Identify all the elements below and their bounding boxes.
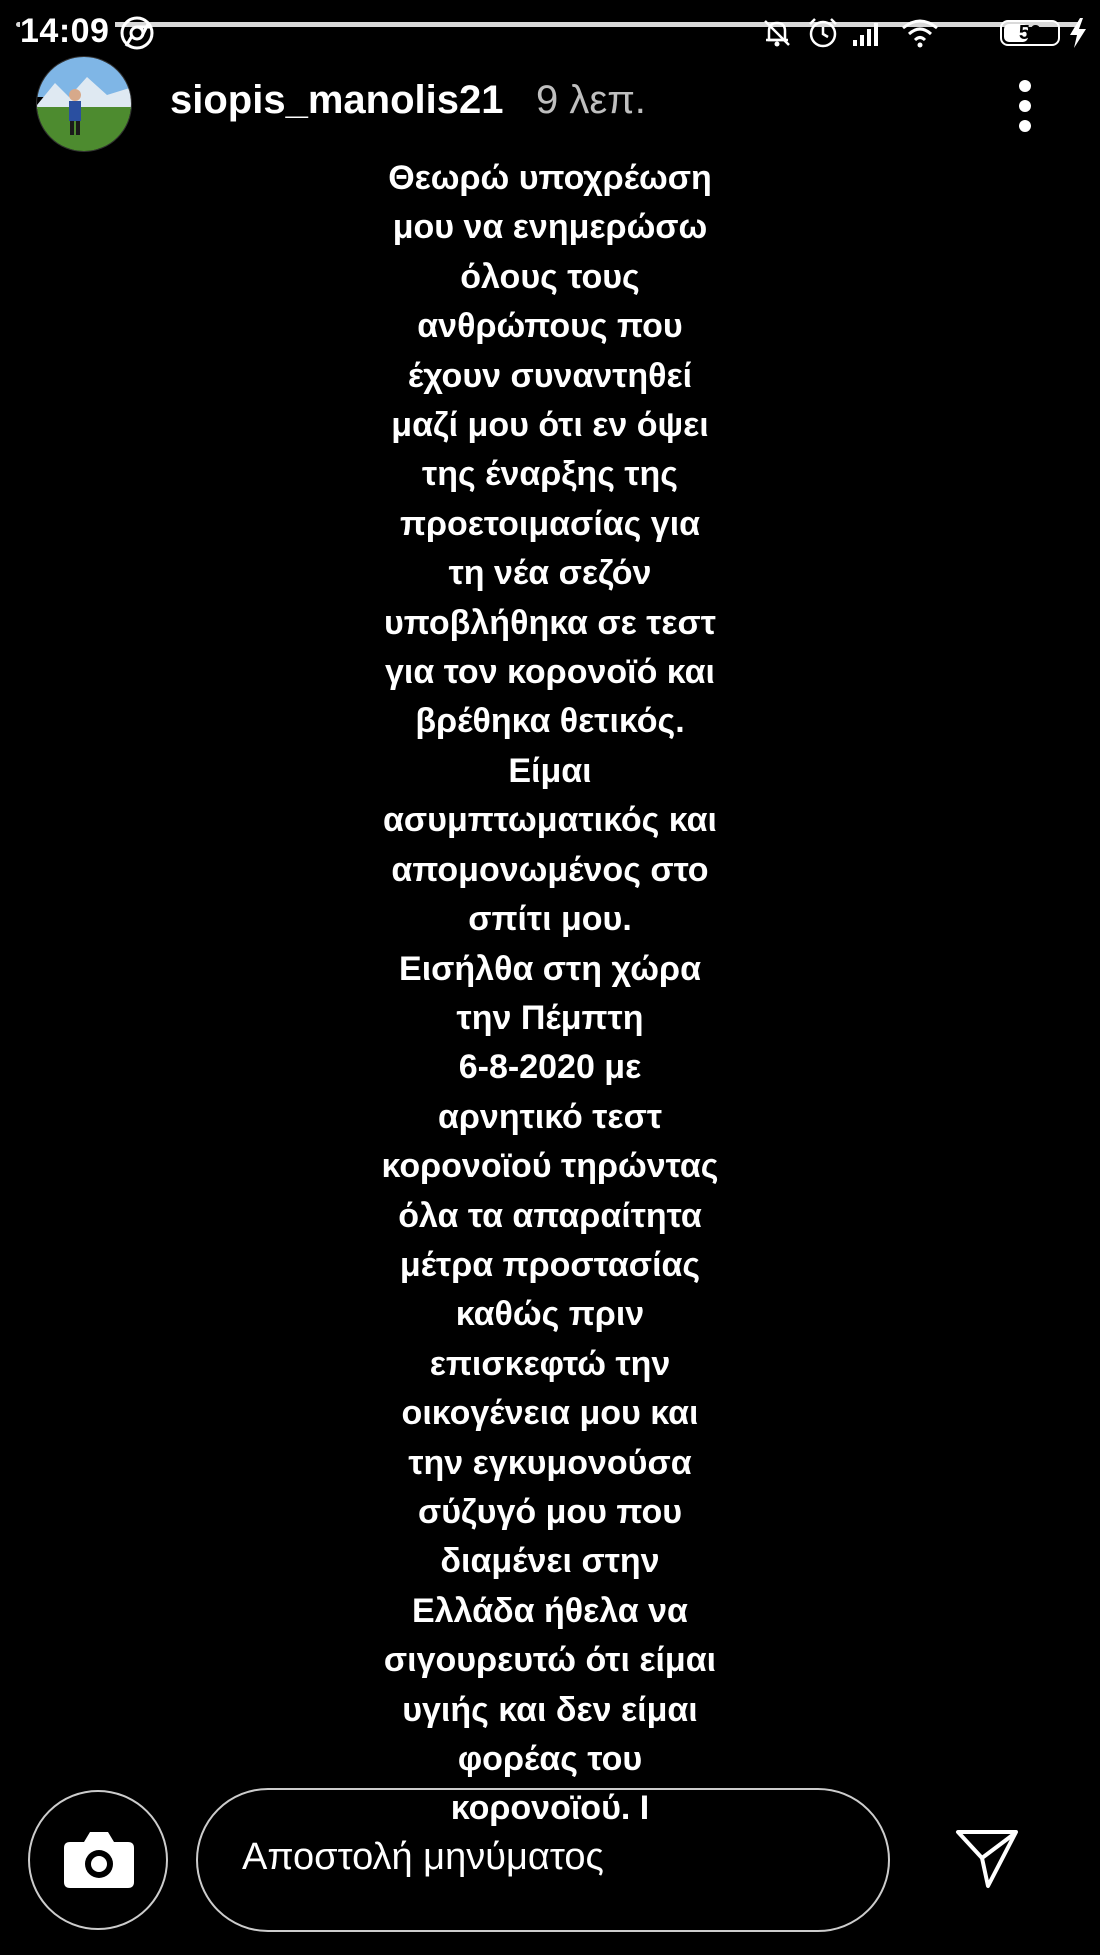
story-text-line: τη νέα σεζόν <box>448 554 652 593</box>
story-text-line: ανθρώπους που <box>417 307 683 346</box>
story-text-line: 6-8-2020 με <box>458 1048 642 1087</box>
story-text-line: για τον κορονοϊό και <box>385 653 715 692</box>
story-text-line: σιγουρευτώ ότι είμαι <box>383 1641 717 1680</box>
charging-icon <box>1066 16 1090 50</box>
mute-notifications-icon <box>760 16 794 50</box>
dot-icon <box>1019 120 1031 132</box>
story-text-line: επισκεφτώ την <box>429 1344 671 1383</box>
story-text-line: Θεωρώ υποχρέωση <box>388 159 712 197</box>
avatar[interactable] <box>36 56 132 152</box>
story-text-line: διαμένει στην <box>440 1542 660 1581</box>
story-text-line: την Πέμπτη <box>456 998 644 1037</box>
story-text-line: Είμαι <box>508 751 592 790</box>
story-text-line: την εγκυμονούσα <box>408 1443 692 1482</box>
battery-level: 50 <box>1018 22 1042 44</box>
wifi-icon <box>900 16 940 50</box>
story-text-line: φορέας του <box>457 1740 643 1778</box>
camera-button[interactable] <box>28 1790 168 1930</box>
username[interactable]: siopis_manolis21 <box>170 78 504 122</box>
story-text-line: σπίτι μου. <box>468 900 632 939</box>
story-text-line: ασυμπτωματικός και <box>383 801 717 840</box>
story-text-line: προετοιμασίας για <box>399 504 701 543</box>
story-text-line: σύζυγό μου που <box>417 1492 683 1531</box>
story-header <box>0 48 1100 158</box>
dot-icon <box>1019 80 1031 92</box>
message-placeholder: Αποστολή μηνύματος <box>242 1836 604 1878</box>
story-text-line: απομονωμένος στο <box>391 850 709 889</box>
story-text-line: υγιής και δεν είμαι <box>402 1690 698 1729</box>
story-text-line: καθώς πριν <box>455 1295 645 1334</box>
signal-icon <box>850 16 884 50</box>
chrome-icon <box>120 16 154 50</box>
story-text-line: βρέθηκα θετικός. <box>415 702 685 741</box>
dot-icon <box>1019 100 1031 112</box>
avatar-image <box>37 57 132 152</box>
story-text-line: κορονοϊού. Ι <box>450 1789 650 1828</box>
alarm-icon <box>806 16 840 50</box>
camera-icon <box>30 1792 166 1928</box>
story-text-line: όλα τα απαραίτητα <box>398 1196 702 1235</box>
story-text-line: αρνητικό τεστ <box>437 1097 663 1136</box>
story-text <box>300 154 800 1834</box>
story-text-line: έχουν συναντηθεί <box>407 356 693 395</box>
story-text-line: υποβλήθηκα σε τεστ <box>384 603 716 642</box>
story-text-line: μέτρα προστασίας <box>399 1245 701 1284</box>
story-text-line: κορονοϊού τηρώντας <box>381 1147 719 1186</box>
message-input[interactable] <box>196 1788 890 1932</box>
story-footer <box>0 1776 1100 1955</box>
story-text-line: οικογένεια μου και <box>401 1394 699 1433</box>
story-text-line: μαζί μου ότι εν όψει <box>391 406 709 445</box>
story-text-line: μου να ενημερώσω <box>392 208 708 247</box>
story-text-line: όλους τους <box>460 257 640 296</box>
status-time: 14:09 <box>20 14 115 48</box>
send-button[interactable] <box>950 1822 1022 1894</box>
story-text-line: της έναρξης της <box>422 455 678 494</box>
battery-icon <box>1000 20 1060 46</box>
story-text-line: Ελλάδα ήθελα να <box>412 1591 688 1630</box>
story-timestamp: 9 λεπ. <box>536 78 646 122</box>
more-options-button[interactable] <box>1006 74 1046 138</box>
send-icon <box>950 1822 1022 1894</box>
story-text-line: Εισήλθα στη χώρα <box>399 949 701 988</box>
